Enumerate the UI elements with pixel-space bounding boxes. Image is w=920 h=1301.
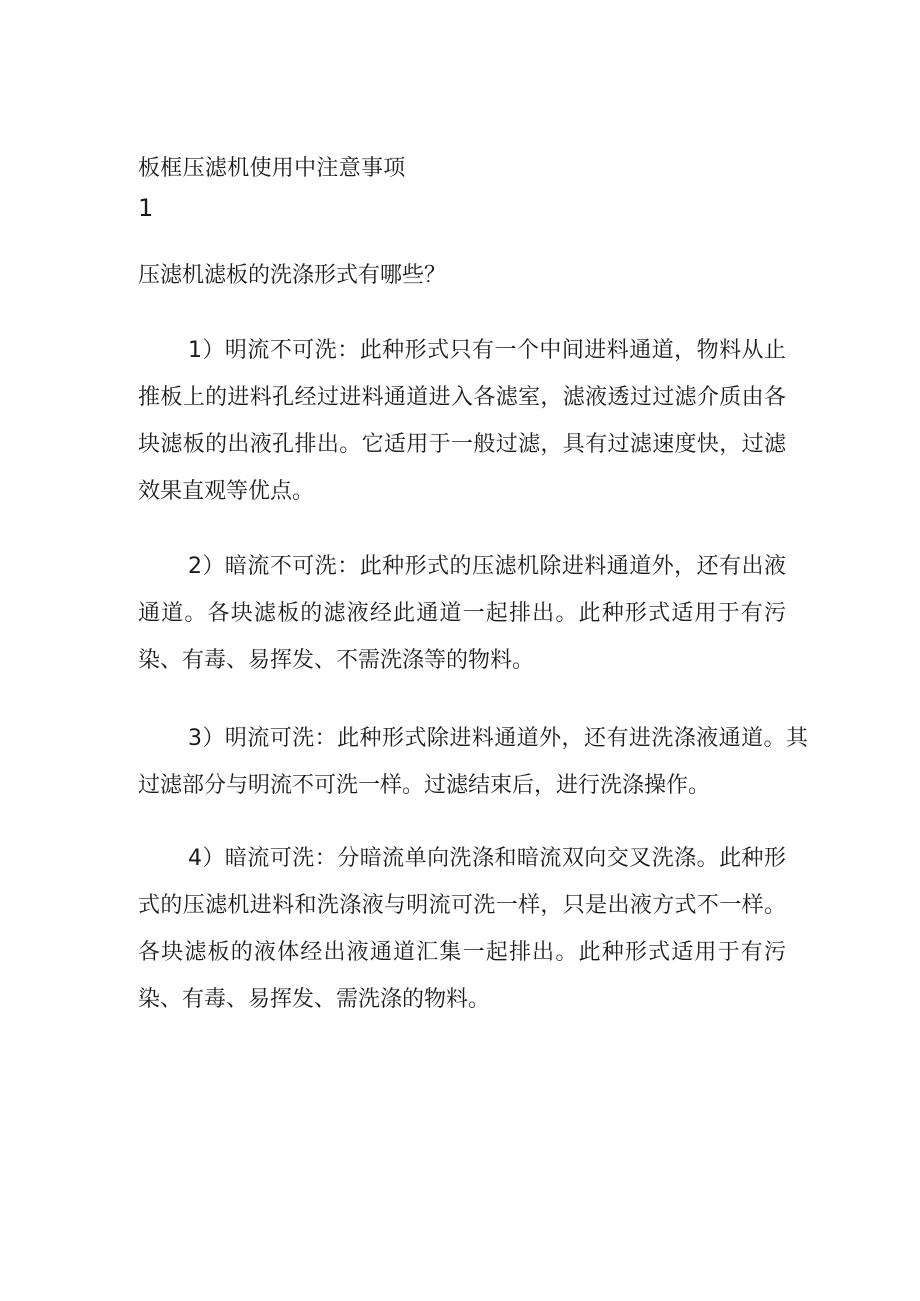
paragraph-1: 1）明流不可洗：此种形式只有一个中间进料通道，物料从止推板上的进料孔经过进料通道进入各滤室，滤液透过过滤介质由各块滤板的出液孔排出。它适用于一般过滤，具有过滤速度快，过滤效果直观等优点。 [138,338,786,504]
paragraph-4: 4）暗流可洗：分暗流单向洗涤和暗流双向交叉洗涤。此种形式的压滤机进料和洗涤液与明流可洗一样，只是出液方式不一样。各块滤板的液体经出液通道汇集一起排出。此种形式适用于有污染、有毒、易挥发、需洗涤的物料。 [138,846,786,1012]
paragraph-3: 3）明流可洗：此种形式除进料通道外，还有进洗涤液通道。其过滤部分与明流不可洗一样。过滤结束后，进行洗涤操作。 [138,726,808,798]
paragraph-2: 2）暗流不可洗：此种形式的压滤机除进料通道外，还有出液通道。各块滤板的滤液经此通道一起排出。此种形式适用于有污染、有毒、易挥发、不需洗涤等的物料。 [138,554,786,673]
section-question: 压滤机滤板的洗涤形式有哪些？ [138,263,447,288]
document-title: 板框压滤机使用中注意事项 [138,156,406,181]
section-number: 1 [138,194,154,222]
